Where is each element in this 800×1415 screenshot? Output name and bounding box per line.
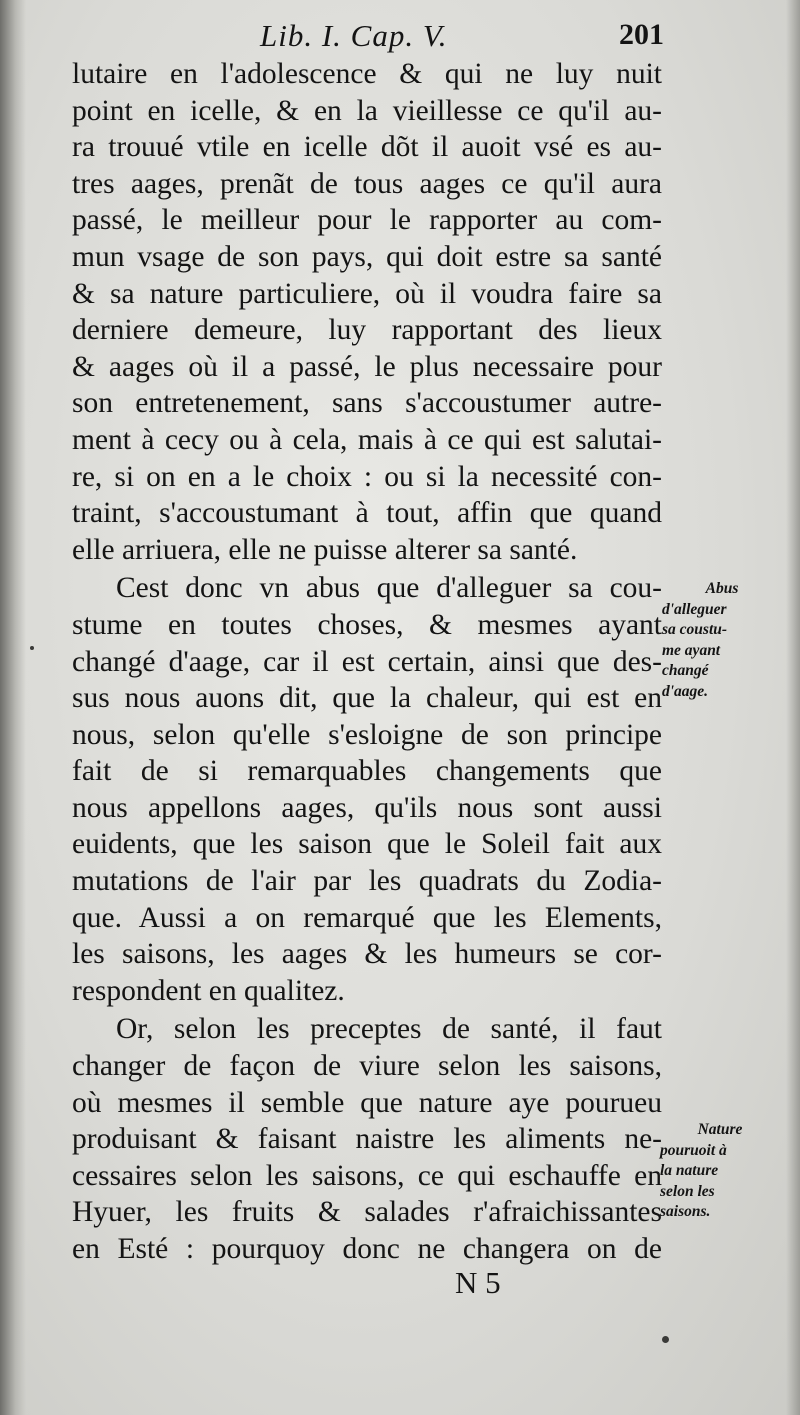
text-line: cessaires selon les saisons, ce qui eschauffe en	[72, 1159, 662, 1192]
paragraph-first-line: Cest donc vn abus que d'alleguer sa cou-	[116, 572, 662, 605]
text-line: lutaire en l'adolescence & qui ne luy nuit	[72, 58, 662, 90]
page-header	[74, 18, 664, 58]
text-line: son entretenement, sans s'accoustumer autre-	[72, 387, 662, 420]
text-line: re, si on en a le choix : ou si la necessité con-	[72, 460, 662, 493]
text-line: fait de si remarquables changements que	[72, 755, 662, 788]
marginal-note-line: saisons.	[660, 1203, 711, 1220]
text-line: où mesmes il semble que nature aye pourueu	[72, 1086, 662, 1119]
text-line: elle arriuera, elle ne puisse alterer sa santé.	[72, 533, 578, 566]
text-line: & sa nature particuliere, où il voudra faire sa	[72, 277, 662, 310]
paragraph-first-line: Or, selon les preceptes de santé, il faut	[116, 1013, 662, 1046]
text-line: mun vsage de son pays, qui doit estre sa santé	[72, 240, 662, 273]
binding-gutter	[0, 0, 26, 1415]
text-line: les saisons, les aages & les humeurs se cor-	[72, 938, 662, 971]
body-text	[72, 56, 662, 1268]
page-number: 201	[619, 18, 664, 51]
text-line: ra trouué vtile en icelle dõt il auoit vsé es au-	[72, 131, 662, 164]
text-line: point en icelle, & en la vieillesse ce qu'il au-	[72, 94, 662, 127]
text-line: traint, s'accoustumant à tout, affin que quand	[72, 497, 662, 530]
text-line: respondent en qualitez.	[72, 974, 345, 1007]
text-line: stume en toutes choses, & mesmes ayant	[72, 608, 662, 641]
marginal-note	[662, 579, 782, 702]
marginal-note-line: Nature	[697, 1121, 743, 1138]
marginal-note-line: me ayant	[662, 641, 721, 659]
text-line: Hyuer, les fruits & salades r'afraichissantes	[72, 1196, 662, 1229]
marginal-note-line: Abus	[705, 580, 739, 597]
text-line: mutations de l'air par les quadrats du Zodia-	[72, 865, 662, 898]
text-line: ment à cecy ou à cela, mais à ce qui est salutai-	[72, 423, 662, 456]
text-line: passé, le meilleur pour le rapporter au com-	[72, 204, 662, 237]
text-line: & aages où il a passé, le plus necessaire pour	[72, 350, 662, 383]
marginal-note-line: selon les	[660, 1182, 715, 1200]
text-line: que. Aussi a on remarqué que les Elements,	[72, 901, 662, 934]
marginal-note-line: pouruoit à	[660, 1141, 727, 1159]
marginal-note-line: d'aage.	[662, 682, 709, 700]
marginal-note	[660, 1120, 780, 1223]
text-line: nous, selon qu'elle s'esloigne de son principe	[72, 718, 662, 751]
marginal-note-line: changé	[662, 662, 709, 679]
text-line: nous appellons aages, qu'ils nous sont aussi	[72, 791, 662, 824]
marginal-note-line: d'alleguer	[662, 600, 727, 618]
ink-speck	[30, 646, 34, 650]
text-line: derniere demeure, luy rapportant des lieux	[72, 314, 662, 347]
text-line: changer de façon de viure selon les saisons,	[72, 1050, 662, 1083]
marginal-note-line: sa coustu-	[662, 621, 728, 638]
marginal-note-line: la nature	[660, 1162, 719, 1179]
text-line: produisant & faisant naistre les aliments ne-	[72, 1123, 662, 1156]
text-line: en Esté : pourquoy donc ne changera on de	[72, 1233, 662, 1265]
text-line: euidents, que les saison que le Soleil fait aux	[72, 828, 662, 861]
running-head: Lib. I. Cap. V.	[260, 18, 448, 53]
text-line: changé d'aage, car il est certain, ainsi que des-	[72, 645, 662, 678]
text-line: sus nous auons dit, que la chaleur, qui est en	[72, 682, 662, 715]
ink-speck	[662, 1336, 669, 1343]
text-line: tres aages, prenãt de tous aages ce qu'il aura	[72, 167, 662, 200]
signature-mark: N 5	[455, 1265, 501, 1300]
page-edge-shadow	[786, 0, 800, 1415]
